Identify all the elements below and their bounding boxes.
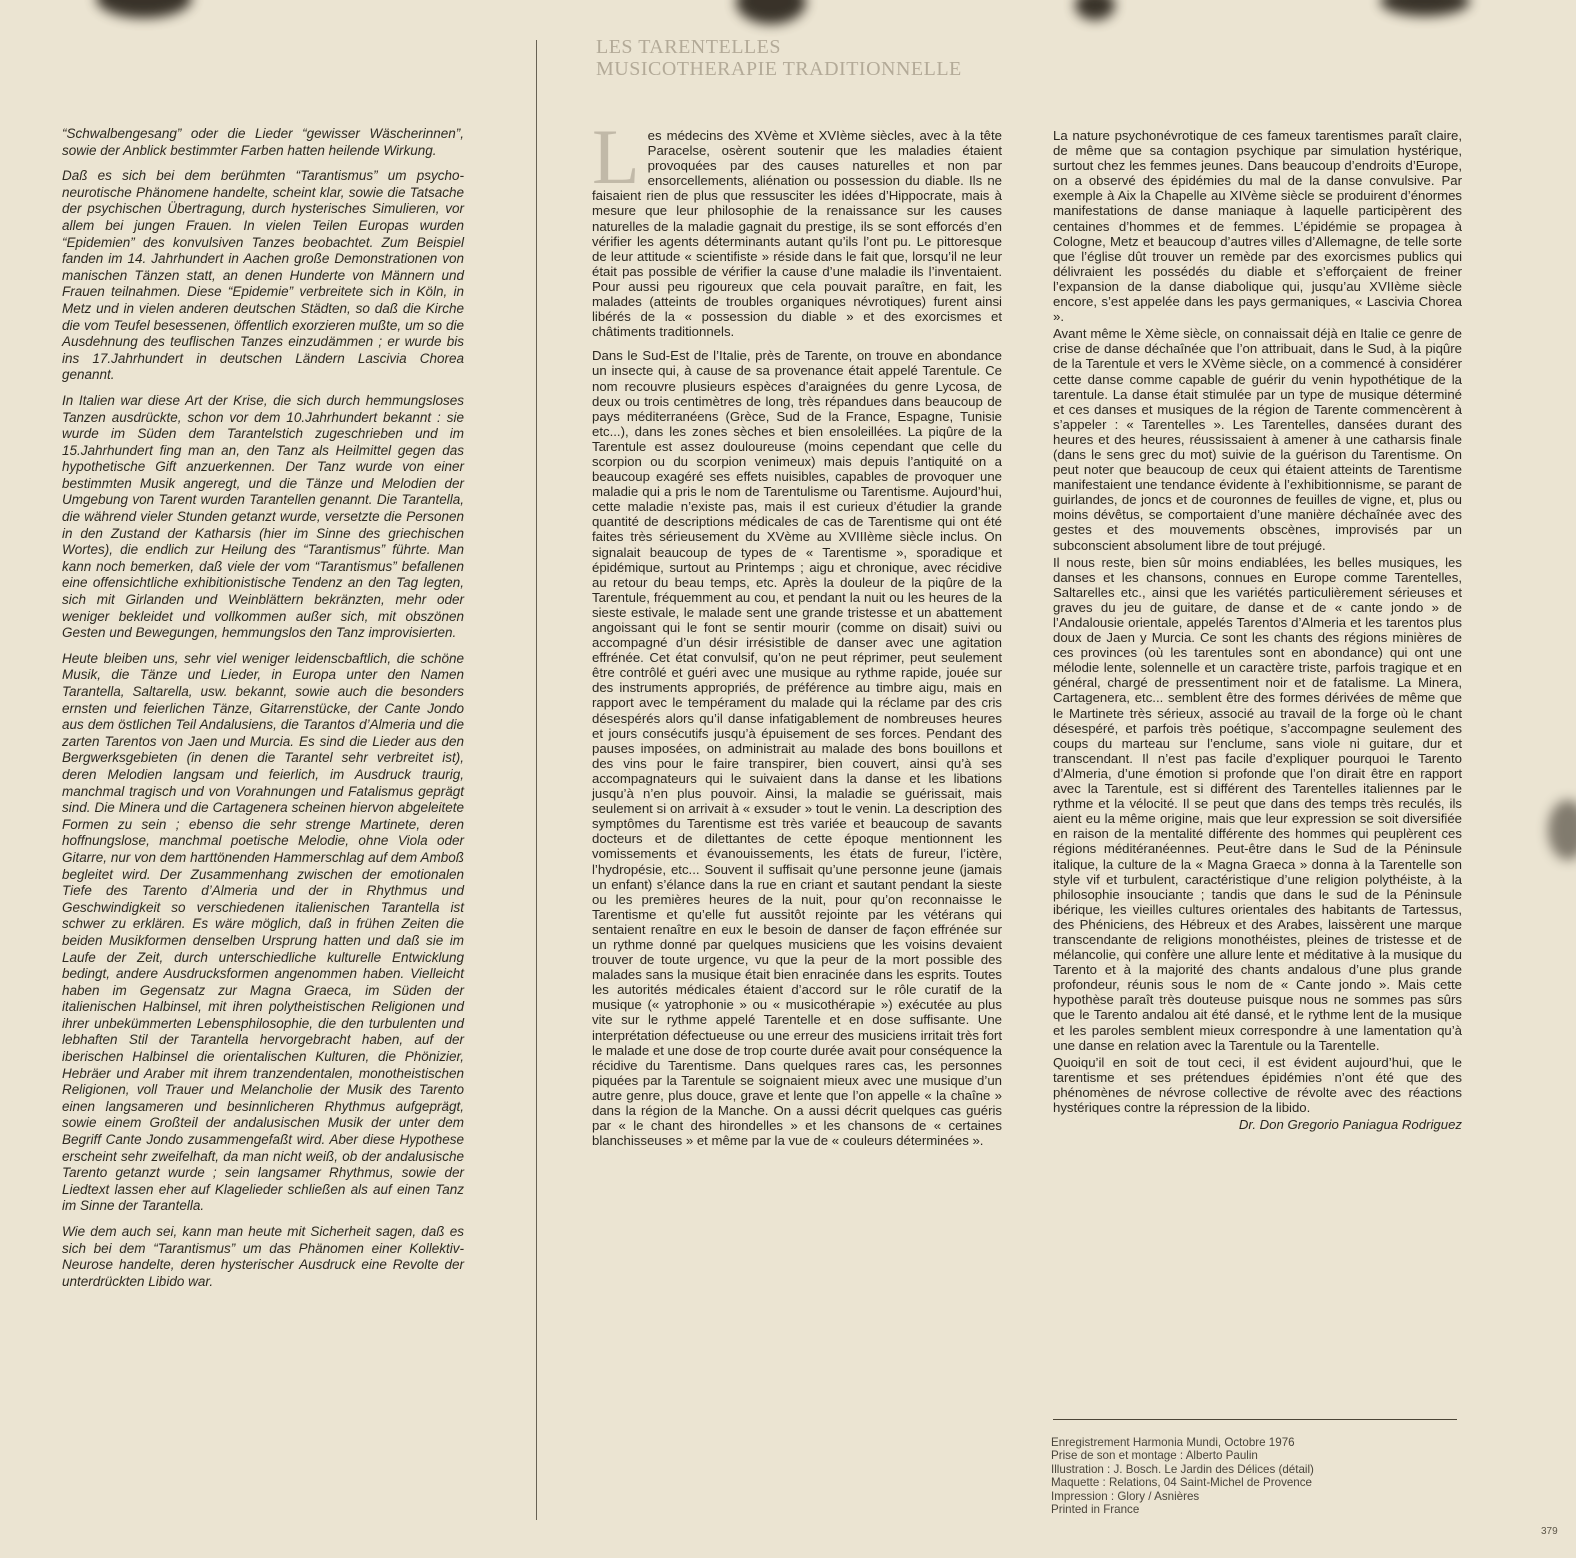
- german-paragraph: Daß es sich bei dem berühmten “Tarantismus” um psycho-neurotische Phänomene handelte, scheint klar, sowie die Tatsache der psychischen Übertragung, durch hysterisches Simulieren, vor allem bei jungen Frauen. In vielen Teilen Europas wurden “Epidemien” des konvulsiven Tanzes beobachtet. Zum Beispiel fanden im 14. Jahrhundert in Aachen große Demonstrationen von manischen Tänzen statt, an denen Hunderte von Männern und Frauen teilnahmen. Diese “Epidemie” verbreitete sich in Köln, in Metz und in vielen anderen deutschen Städten, so daß die Kirche die vom Teufel besessenen, öffentlich exorzieren mußte, um so die Ausdehnung des teuflischen Tanzes einzudämmen ; er wurde bis ins 17.Jahrhundert in deutschen Ländern Lascivia Chorea genannt.: [62, 168, 464, 383]
- column-divider: [536, 40, 537, 1520]
- german-paragraph: In Italien war diese Art der Krise, die sich durch hemmungsloses Tanzen ausdrückte, schon vor dem 10.Jahrhundert bekannt : sie wurde im Süden dem Tarantelstich zugeschrieben und im 15.Jahrhundert fing man an, den Tanz als Heilmittel gegen das hypothetische Gift anzuerkennen. Der Tanz wurde von einer bestimmten Musik angeregt, und die Tänze und Melodien der Umgebung von Tarent wurden Tarantellen genannt. Die Tarantella, die während vieler Stunden getanzt wurde, versetzte die Personen in den Zustand der Katharsis (hier im Sinne des griechischen Wortes), die endlich zur Heilung des “Tarantismus” führte. Man kann noch bemerken, daß viele der vom “Tarantismus” befallenen eine offensichtliche exhibitionistische Tendenz an den Tag legten, sich mit Girlanden und Weinblättern bekränzten, mehr oder weniger bekleidet und vollkommen außer sich, mit obszönen Gesten und Bewegungen, hemmungslos den Tanz improvisierten.: [62, 392, 464, 641]
- credit-line: Impression : Glory / Asnières: [1051, 1489, 1200, 1503]
- french-paragraph: Avant même le Xème siècle, on connaissait déjà en Italie ce genre de crise de danse déchaînée que l’on attribuait, dans le Sud, à la piqûre de la Tarentule et vers le XVème siècle, on a commencé à considérer cette danse comme capable de guérir du venin hypothétique de la tarentule. La danse était stimulée par un type de musique déterminé et ces danses et musiques de la région de Tarente commencèrent à s’appeler : « Tarentelles ». Les Tarentelles, dansées durant des heures et des heures, réussissaient à amener à une catharsis finale (dans le sens grec du mot) suivie de la guérison du Tarentisme. On peut noter que beaucoup de ceux qui étaient atteints de Tarentisme manifestaient une tendance évidente à l’exhibitionnisme, se parant de guirlandes, de joncs et de couronnes de feuilles de vigne, et, plus ou moins dévêtus, se comportaient d’une manière déchaînée avec des gestes et des mouvements obscènes, improvisés par un subconscient absolument libre de tout préjugé.: [1053, 326, 1462, 553]
- german-paragraph: Heute bleiben uns, sehr viel weniger leidenscbaftlich, die schöne Musik, die Tänze und Lieder, in Europa unter den Namen Tarantella, Saltarella, usw. bekannt, sowie auch die besonders ernsten und feierlichen Tänze, Gitarrenstücke, der Cante Jondo aus dem östlichen Teil Andalusiens, die Tarantos d’Almeria und die zarten Tarentos von Jaen und Murcia. Es sind die Lieder aus den Bergwerksgebieten (in denen die Tarantel sehr verbreitet ist), deren Melodien langsam und feierlich, im Ausdruck traurig, manchmal tragisch und von Vorahnungen und Fatalismus geprägt sind. Die Minera und die Cartagenera scheinen hiervon abgeleitete Formen zu sein ; ebenso die sehr strenge Martinete, deren hoffnungslose, manchmal poetische Melodie, ohne Viola oder Gitarre, nur von dem harttönenden Hammerschlag auf dem Amboß begleitet wird. Der Zusammenhang zwischen der emotionalen Tiefe des Tarento d’Almeria und der in Rhythmus und Geschwindigkeit so verschiedenen italienischen Tarantella ist schwer zu erklären. Es wäre möglich, daß in frühen Zeiten die beiden Musikformen denselben Ursprung hatten und daß sie im Laufe der Zeit, durch unterschiedliche kulturelle Entwicklung bedingt, andere Ausdrucksformen angenommen haben. Vielleicht haben im Gegensatz zur Magna Graeca, im Süden der italienischen Halbinsel, mit ihren polytheistischen Religionen und ihrer unbekümmerten Lebensphilosophie, die den turbulenten und lebhaften Stil der Tarantella hervorgebracht haben, auf der iberischen Halbinsel die orientalischen Kulturen, die Phönizier, Hebräer und Araber mit ihrem tranzendentalen, monotheistischen Religionen, voll Trauer und Melancholie der Musik des Tarento einen langsameren und besinnlicheren Rhythmus aufgeprägt, sowie einem Großteil der andalusischen Musik der unter dem Begriff Cante Jondo zusammengefaßt wird. Aber diese Hypothese erscheint sehr zweifelhaft, da man nicht weiß, ob der andalusische Tarento getanzt wurde ; sein langsamer Rhythmus, sowie der Liedtext lassen eher auf Klagelieder schließen als auf einen Tanz im Sinne der Tarantella.: [62, 650, 464, 1214]
- credit-line: Prise de son et montage : Alberto Paulin: [1051, 1449, 1258, 1463]
- german-text-column: [62, 126, 464, 1299]
- credit-line: Illustration : J. Bosch. Le Jardin des Délices (détail): [1051, 1462, 1314, 1476]
- german-paragraph: “Schwalbengesang” oder die Lieder “gewisser Wäscherinnen”, sowie der Anblick bestimmter Farben hatten heilende Wirkung.: [62, 126, 464, 158]
- credits-block: [1051, 1436, 1314, 1516]
- top-shadow-right: [1380, 0, 1470, 16]
- right-edge-shadow: [1548, 800, 1576, 860]
- title-line-2: MUSICOTHERAPIE TRADITIONNELLE: [596, 58, 962, 80]
- page-number: 379: [1541, 1526, 1558, 1537]
- french-paragraph: Il nous reste, bien sûr moins endiablées, les belles musiques, les danses et les chansons, connues en Europe comme Tarentelles, Saltarelles etc., ainsi que les variétés particulièrement sérieuses et graves du jeu de guitare, de danse et de « cante jondo » de l’Andalousie orientale, appelés Tarentos d’Almeria et les tarentos plus doux de Jaen y Murcia. Ce sont les chants des régions minières de ces provinces (où les tarentules sont en abondance) qui ont une mélodie lente, solennelle et un caractère triste, parfois tragique et en général, chargé de pressentiment noir et de fatalisme. La Minera, Cartagenera, etc... semblent être des formes dérivées de même que le Martinete très sérieux, associé au travail de la forge où le chant désespéré, et parfois très poétique, s’accompagne seulement des coups du marteau sur l’enclume, sans viole ni guitare, dur et transcendant. Il n’est pas facile d’expliquer pourquoi le Tarento d’Almeria, d’une émotion si profonde que l’on dirait être en rapport avec la Tarentule, est si différent des Tarentelles italiennes par le rythme et la vélocité. Il se peut que dans des temps très reculés, ils aient eu la même origine, mais que leur expression se soit diversifiée en raison de la mentalité différente des hommes qui peuplèrent ces régions méditéranéennes. Peut-être dans le Sud de la Péninsule italique, la culture de la « Magna Graeca » donna à la Tarentelle son style vif et turbulent, caractéristique d’une religion polythéiste, à la philosophie insouciante ; tandis que dans le sud de la Péninsule ibérique, les vieilles cultures orientales des habitants de Tartessus, des Phéniciens, des Hébreux et des Arabes, laissèrent une marque transcendante de religions monothéistes, pleines de tristesse et de mélancolie, qui confère une allure lente et méditative à la musique du Tarento et à la majorité des chants andalous d’une plus grande profondeur, réunis sous le nom de « Cante jondo ». Mais cette hypothèse paraît très douteuse puisque nous ne sommes pas sûrs que le Tarento andalou ait été dansé, et le rythme lent de la musique et les paroles semblent mieux correspondre à une lamentation qu’à une danse en relation avec la Tarentule ou la Tarentelle.: [1053, 554, 1462, 1053]
- credit-line: Maquette : Relations, 04 Saint-Michel de Provence: [1051, 1476, 1313, 1490]
- credit-line: Printed in France: [1051, 1503, 1140, 1517]
- top-shadow-center: [1075, 0, 1115, 20]
- french-paragraph: Quoiqu’il en soit de tout ceci, il est évident aujourd’hui, que le tarentisme et ses prétendues épidémies n’ont été que des phénomènes de névrose collective de révolte avec des réactions hystériques contre la répression de la libido.: [1053, 1054, 1462, 1115]
- french-text-column-1: [592, 113, 1002, 1157]
- title-line-1: LES TARENTELLES: [596, 36, 781, 58]
- drop-cap: L: [592, 113, 640, 200]
- author-signature: Dr. Don Gregorio Paniagua Rodriguez: [1238, 1117, 1462, 1133]
- french-paragraph: Dans le Sud-Est de l’Italie, près de Tarente, on trouve en abondance un insecte qui, à cause de sa provenance était appelé Tarentule. Ce nom recouvre plusieurs espèces d’araignées du genre Lycosa, de deux ou trois centimètres de long, très répandues dans beaucoup de pays méditerranéens (Grèce, Sud de la France, Espagne, Tunisie etc...), dans les zones sèches et bien ensoleillées. La piqûre de la Tarentule est assez douloureuse (moins cependant que celle du scorpion ou du scorpion venimeux) mais depuis l’antiquité on a beaucoup exagéré ses effets nuisibles, capables de provoquer une maladie qui a pris le nom de Tarentulisme ou Tarentisme. Aujourd’hui, cette maladie n’existe pas, mais il est curieux d’étudier la grande quantité de descriptions médicales de cas de Tarentisme qui ont été faites très sérieusement du XVème au XVIIIème siècle inclus. On signalait beaucoup de types de « Tarentisme », sporadique et épidémique, surtout au Printemps ; aigu et chronique, avec récidive au retour du beau temps, etc. Après la douleur de la piqûre de la Tarentule, fréquemment au cou, et pendant la nuit ou les heures de la sieste estivale, le malade sent une grande tristesse et un abattement angoissant qui le font se sentir mourir (comme on disait) suivi ou accompagné d’un désir irrésistible de danser avec une agitation effrénée. Cet état convulsif, qu’on ne peut réprimer, peut seulement être contrôlé et guéri avec une musique au rythme rapide, jouée sur des instruments appropriés, de préférence au timbre aigu, mais en rapport avec le tempérament du malade qui la réclame par des cris désespérés alors qu’il danse infatigablement de nombreuses heures et jours consécutifs jusqu’à épuisement de ses forces. Pendant des pauses imposées, on administrait au malade des bons bouillons et des vins pour le faire transpirer, bien couvert, ainsi qu’à ses accompagnateurs qui le suivaient dans la danse et les libations jusqu’à n’en plus pouvoir. Ainsi, la maladie se guérissait, mais seulement si on arrivait à « exsuder » tout le venin. La description des symptômes du Tarentisme est très variée et beaucoup de savants docteurs et de dilettantes de cette époque mentionnent les vomissements et évanouissements, les états de fureur, l’ictère, l’hydropésie, etc... Souvent il suffisait qu’une personne jeune (jamais un enfant) s’élance dans la rue en criant et sautant pendant la sieste ou les premières heures de la nuit, pour qu’on reconnaisse le Tarentisme et qu’elle fut aussitôt rejointe par les vétérans qui sentaient renaître en eux le besoin de danser de façon effrénée sur un rythme donné par quelques musiciens que les voisins devaient trouver de toute urgence, vu que la peur de la mort possible des malades sans la musique était bien enracinée dans les esprits. Toutes les autorités médicales étaient d’accord sur le rôle curatif de la musique (« yatrophonie » ou « musicothérapie ») exécutée au plus vite sur le rythme appelé Tarentelle et en dose suffisante. Une interprétation défectueuse ou une erreur des musiciens irritait très fort le malade et une dose de trop courte durée avait pour conséquence la récidive du Tarentisme. Dans quelques rares cas, les personnes piquées par la Tarentule se soignaient mieux avec une musique d’un autre genre, plus douce, grave et lente que l’on appelle « la chaîne » dans la région de la Manche. On a aussi décrit quelques cas guéris par « le chant des hirondelles » et les chansons de « certaines blanchisseuses » et même par la vue de « couleurs déterminées ».: [592, 348, 1002, 1149]
- french-paragraph-text: es médecins des XVème et XVIème siècles, avec à la tête Paracelse, osèrent soutenir que les maladies étaient provoquées par des causes naturelles et non par ensorcellements, aliénation ou possession du diable. Ils ne faisaient rien de plus que ressusciter les idées d’Hippocrate, mais à mesure que leur philosophie de la renaissance sur les causes naturelles de la maladie gagnait du prestige, ils se sont efforcés d’en vérifier les agents déterminants autant qu’ils l’ont pu. Le pittoresque de leur attitude « scientifiste » réside dans le fait que, lorsqu’il ne leur était pas possible de vérifier la cause d’une maladie ils l’inventaient. Pour aussi peu rigoureux que cela pouvait paraître, en fait, les malades (atteints de troubles organiques névrotiques) furent ainsi libérés de la « possession du diable » et des exorcismes et châtiments traditionnels.: [592, 128, 1002, 340]
- credits-rule: [1053, 1419, 1457, 1420]
- french-text-column-2: [1053, 128, 1462, 1132]
- page-title: [596, 36, 962, 80]
- top-shadow-middle: [736, 0, 806, 24]
- french-paragraph: [592, 113, 1002, 340]
- french-paragraph: La nature psychonévrotique de ces fameux tarentismes paraît claire, de même que sa contagion psychique par simulation hystérique, surtout chez les femmes jeunes. Dans beaucoup d’endroits d’Europe, on a observé des épidémies du mal de la danse convulsive. Par exemple à Aix la Chapelle au XIVème siècle se produirent d’énormes manifestations de danse maniaque à laquelle participèrent des centaines d’hommes et de femmes. L’épidémie se propagea à Cologne, Metz et beaucoup d’autres villes d’Allemagne, de telle sorte que l’église dût trouver un remède par des exorcismes publics qui délivraient les possédés du diable et s’efforçaient de freiner l’expansion de la danse diabolique qui, jusqu’au XVIIème siècle encore, s’est appelée dans les pays germaniques, « Lascivia Chorea ».: [1053, 128, 1462, 325]
- credit-line: Enregistrement Harmonia Mundi, Octobre 1976: [1051, 1436, 1295, 1449]
- german-paragraph: Wie dem auch sei, kann man heute mit Sicherheit sagen, daß es sich bei dem “Tarantismus” um das Phänomen einer Kollektiv-Neurose handelte, deren hysterischer Ausdruck eine Revolte der unterdrückten Libido war.: [62, 1224, 464, 1289]
- top-shadow-left: [96, 0, 192, 18]
